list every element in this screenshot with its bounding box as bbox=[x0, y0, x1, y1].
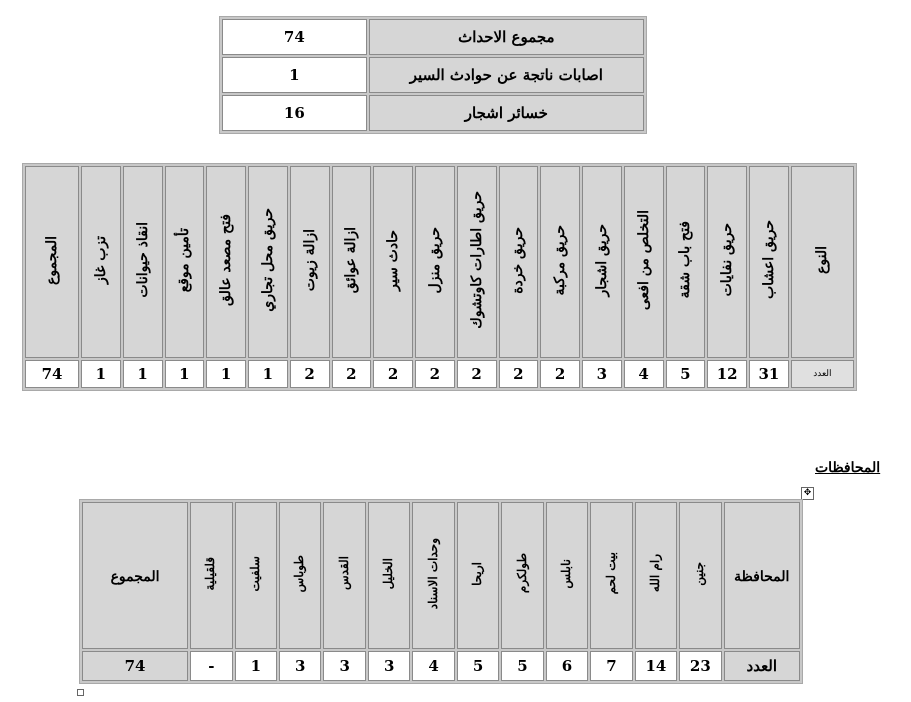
type-header: حريق مركبة bbox=[540, 166, 580, 358]
type-count: 2 bbox=[373, 360, 413, 388]
gov-count: - bbox=[190, 651, 232, 681]
type-count: 1 bbox=[123, 360, 163, 388]
type-count: 1 bbox=[165, 360, 205, 388]
gov-count: 5 bbox=[501, 651, 543, 681]
incident-types-table bbox=[22, 163, 857, 391]
type-header: حريق محل تجاري bbox=[248, 166, 288, 358]
summary-value: 16 bbox=[222, 95, 367, 131]
type-header: انقاذ حيوانات bbox=[123, 166, 163, 358]
type-count: 4 bbox=[624, 360, 664, 388]
gov-count: 3 bbox=[279, 651, 321, 681]
summary-label: خسائر اشجار bbox=[369, 95, 644, 131]
type-count: 2 bbox=[332, 360, 372, 388]
type-count: 5 bbox=[666, 360, 706, 388]
type-header: فتح مصعد عالق bbox=[206, 166, 246, 358]
type-count: 2 bbox=[457, 360, 497, 388]
summary-row bbox=[222, 95, 644, 131]
type-count: 1 bbox=[81, 360, 121, 388]
gov-header: الخليل bbox=[368, 502, 410, 649]
types-total-value: 74 bbox=[25, 360, 79, 388]
gov-count: 23 bbox=[679, 651, 721, 681]
gov-header: طولكرم bbox=[501, 502, 543, 649]
table-move-handle-icon[interactable]: ✥ bbox=[801, 487, 814, 500]
summary-label: اصابات ناتجة عن حوادث السير bbox=[369, 57, 644, 93]
type-header: حريق نفايات bbox=[707, 166, 747, 358]
summary-row bbox=[222, 19, 644, 55]
gov-count-label: العدد bbox=[724, 651, 800, 681]
gov-count: 3 bbox=[323, 651, 365, 681]
summary-table bbox=[219, 16, 647, 134]
gov-header: وحدات الاسناد bbox=[412, 502, 454, 649]
governorates-table bbox=[79, 499, 803, 684]
gov-header: القدس bbox=[323, 502, 365, 649]
summary-label: مجموع الاحداث bbox=[369, 19, 644, 55]
gov-header: بيت لحم bbox=[590, 502, 632, 649]
gov-header: جنين bbox=[679, 502, 721, 649]
gov-header: نابلس bbox=[546, 502, 588, 649]
summary-row bbox=[222, 57, 644, 93]
types-kind-header: النوع bbox=[791, 166, 854, 358]
table-resize-handle[interactable] bbox=[77, 689, 84, 696]
type-count: 1 bbox=[206, 360, 246, 388]
type-header: حريق اشجار bbox=[582, 166, 622, 358]
type-header: فتح باب شقة bbox=[666, 166, 706, 358]
gov-count: 6 bbox=[546, 651, 588, 681]
gov-header: سلفيت bbox=[235, 502, 277, 649]
type-header: تزب غاز bbox=[81, 166, 121, 358]
types-total-header: المجموع bbox=[25, 166, 79, 358]
gov-count: 1 bbox=[235, 651, 277, 681]
gov-count: 3 bbox=[368, 651, 410, 681]
gov-total-header: المجموع bbox=[82, 502, 188, 649]
type-count: 1 bbox=[248, 360, 288, 388]
gov-name-header: المحافظة bbox=[724, 502, 800, 649]
type-header: حادث سير bbox=[373, 166, 413, 358]
type-count: 2 bbox=[415, 360, 455, 388]
gov-header: رام الله bbox=[635, 502, 677, 649]
type-count: 2 bbox=[499, 360, 539, 388]
type-header: تأمين موقع bbox=[165, 166, 205, 358]
gov-header: قلقيلية bbox=[190, 502, 232, 649]
gov-header: طوباس bbox=[279, 502, 321, 649]
type-header: حريق منزل bbox=[415, 166, 455, 358]
gov-count: 4 bbox=[412, 651, 454, 681]
gov-count-row bbox=[82, 651, 800, 681]
gov-count: 7 bbox=[590, 651, 632, 681]
gov-header: اريحا bbox=[457, 502, 499, 649]
type-count: 2 bbox=[540, 360, 580, 388]
type-count: 2 bbox=[290, 360, 330, 388]
type-header: التخلص من افعى bbox=[624, 166, 664, 358]
types-header-row bbox=[25, 166, 854, 358]
gov-count: 14 bbox=[635, 651, 677, 681]
type-count: 3 bbox=[582, 360, 622, 388]
summary-value: 1 bbox=[222, 57, 367, 93]
gov-header-row bbox=[82, 502, 800, 649]
type-header: حريق اطارات كاوتشوك bbox=[457, 166, 497, 358]
type-count: 12 bbox=[707, 360, 747, 388]
gov-count: 5 bbox=[457, 651, 499, 681]
gov-total-value: 74 bbox=[82, 651, 188, 681]
governorates-section-title: المحافظات bbox=[815, 460, 881, 476]
type-header: ازالة زيوت bbox=[290, 166, 330, 358]
types-count-row bbox=[25, 360, 854, 388]
type-header: حريق خردة bbox=[499, 166, 539, 358]
type-header: حريق اعشاب bbox=[749, 166, 789, 358]
type-header: ازالة عوائق bbox=[332, 166, 372, 358]
summary-value: 74 bbox=[222, 19, 367, 55]
types-count-label: العدد bbox=[791, 360, 854, 388]
type-count: 31 bbox=[749, 360, 789, 388]
